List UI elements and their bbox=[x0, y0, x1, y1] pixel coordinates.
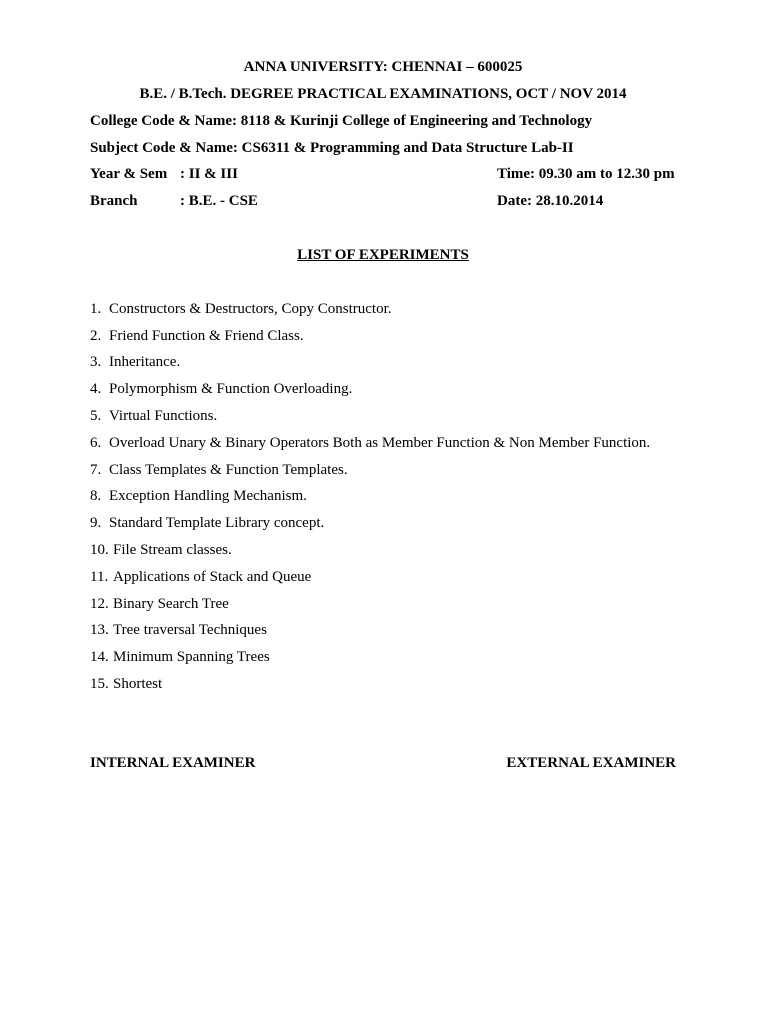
list-item-number: 1. bbox=[90, 300, 102, 317]
list-item bbox=[90, 568, 676, 595]
list-item-number: 12. bbox=[90, 595, 109, 612]
external-examiner: EXTERNAL EXAMINER bbox=[506, 755, 676, 771]
list-item bbox=[90, 461, 676, 488]
exam-title: B.E. / B.Tech. DEGREE PRACTICAL EXAMINATIONS, OCT / NOV 2014 bbox=[139, 86, 627, 102]
list-item-number: 5. bbox=[90, 407, 102, 424]
list-item-text: Applications of Stack and Queue bbox=[113, 568, 312, 585]
list-item-text: Binary Search Tree bbox=[113, 595, 229, 612]
exam-time: Time: 09.30 am to 12.30 pm bbox=[497, 166, 675, 183]
list-item-number: 6. bbox=[90, 434, 102, 451]
list-item-text: Minimum Spanning Trees bbox=[113, 649, 270, 666]
internal-examiner: INTERNAL EXAMINER bbox=[90, 755, 256, 771]
list-item-number: 15. bbox=[90, 675, 109, 692]
list-item bbox=[90, 434, 676, 461]
experiment-list bbox=[90, 300, 676, 702]
list-item-text: Constructors & Destructors, Copy Constructor. bbox=[109, 300, 392, 317]
year-sem-row bbox=[90, 165, 676, 192]
document-page bbox=[90, 58, 676, 771]
signature-row bbox=[90, 754, 676, 774]
list-item-text: Standard Template Library concept. bbox=[109, 515, 325, 532]
list-item bbox=[90, 675, 676, 702]
list-item-number: 10. bbox=[90, 541, 109, 558]
list-item-number: 4. bbox=[90, 381, 102, 398]
list-item-text: Polymorphism & Function Overloading. bbox=[109, 381, 353, 398]
list-item-number: 13. bbox=[90, 622, 109, 639]
university-title: ANNA UNIVERSITY: CHENNAI – 600025 bbox=[243, 59, 523, 75]
list-item bbox=[90, 327, 676, 354]
list-item-text: Class Templates & Function Templates. bbox=[109, 461, 348, 478]
list-item-number: 3. bbox=[90, 354, 102, 371]
list-item bbox=[90, 487, 676, 514]
list-item-number: 14. bbox=[90, 649, 109, 666]
list-item bbox=[90, 353, 676, 380]
list-item-number: 8. bbox=[90, 488, 102, 505]
list-item-text: Inheritance. bbox=[109, 354, 181, 371]
college-line: College Code & Name: 8118 & Kurinji College of Engineering and Technology bbox=[90, 113, 593, 129]
list-item bbox=[90, 380, 676, 407]
list-item-text: Shortest bbox=[113, 675, 163, 692]
list-item bbox=[90, 621, 676, 648]
list-item-text: File Stream classes. bbox=[113, 541, 232, 558]
list-title: LIST OF EXPERIMENTS bbox=[297, 246, 469, 263]
list-item bbox=[90, 514, 676, 541]
year-sem-label: Year & Sem bbox=[90, 166, 168, 183]
list-item bbox=[90, 595, 676, 622]
list-item-number: 9. bbox=[90, 515, 102, 532]
list-item-number: 7. bbox=[90, 461, 102, 478]
list-item bbox=[90, 407, 676, 434]
list-item-text: Virtual Functions. bbox=[109, 407, 218, 424]
branch-label: Branch bbox=[90, 193, 138, 210]
branch-value: : B.E. - CSE bbox=[180, 193, 258, 210]
subject-line: Subject Code & Name: CS6311 & Programming and Data Structure Lab-II bbox=[90, 139, 574, 156]
list-item-text: Tree traversal Techniques bbox=[113, 622, 267, 639]
year-sem-value: : II & III bbox=[180, 166, 238, 183]
list-item-number: 2. bbox=[90, 327, 102, 344]
branch-row bbox=[90, 192, 676, 219]
list-item-text: Overload Unary & Binary Operators Both as Member Function & Non Member Function. bbox=[109, 434, 651, 451]
list-item-number: 11. bbox=[90, 568, 109, 585]
list-item bbox=[90, 300, 676, 327]
list-item bbox=[90, 541, 676, 568]
exam-date: Date: 28.10.2014 bbox=[497, 193, 604, 210]
list-item-text: Exception Handling Mechanism. bbox=[109, 488, 307, 505]
list-item bbox=[90, 648, 676, 675]
list-item-text: Friend Function & Friend Class. bbox=[109, 327, 304, 344]
